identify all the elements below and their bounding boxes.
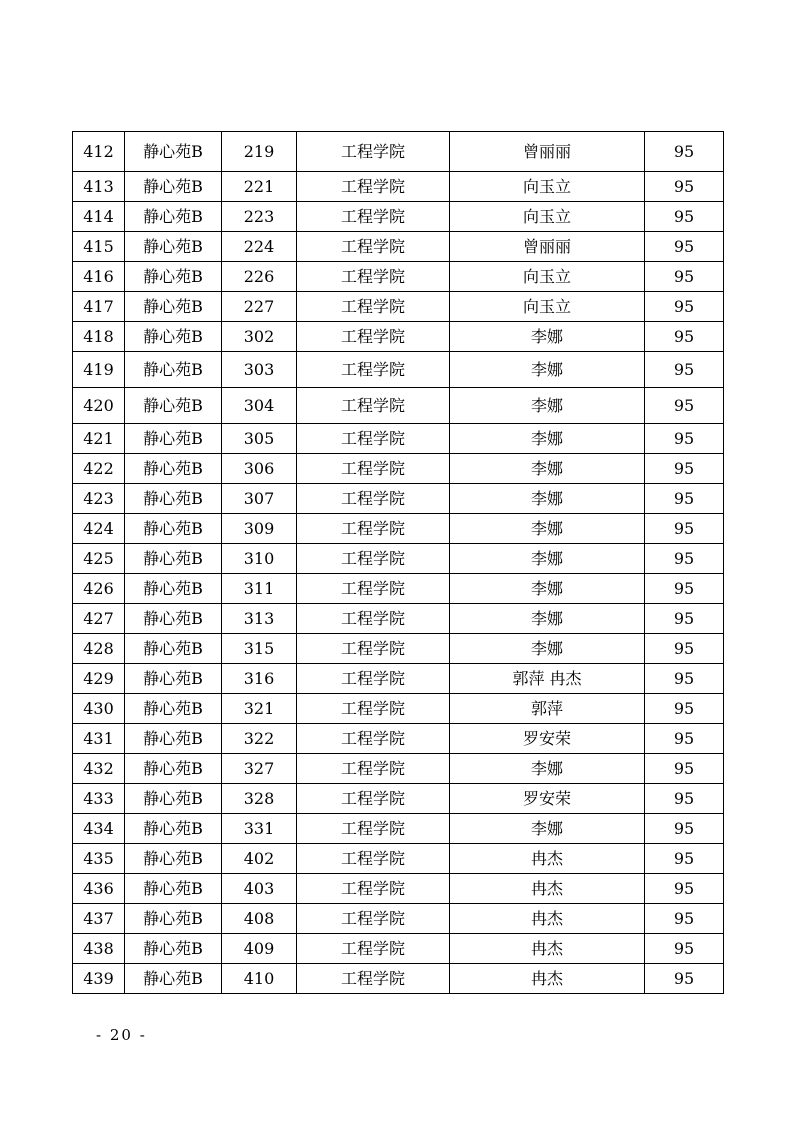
cell-building: 静心苑B <box>125 232 222 262</box>
cell-building: 静心苑B <box>125 664 222 694</box>
cell-college: 工程学院 <box>297 874 450 904</box>
cell-building: 静心苑B <box>125 424 222 454</box>
cell-room: 408 <box>222 904 297 934</box>
cell-index: 438 <box>73 934 125 964</box>
cell-building: 静心苑B <box>125 814 222 844</box>
table-row <box>73 634 724 664</box>
cell-name: 李娜 <box>450 388 645 424</box>
cell-building: 静心苑B <box>125 634 222 664</box>
cell-building: 静心苑B <box>125 484 222 514</box>
cell-index: 422 <box>73 454 125 484</box>
cell-building: 静心苑B <box>125 874 222 904</box>
cell-index: 419 <box>73 352 125 388</box>
cell-room: 303 <box>222 352 297 388</box>
cell-index: 432 <box>73 754 125 784</box>
cell-index: 421 <box>73 424 125 454</box>
cell-index: 416 <box>73 262 125 292</box>
cell-college: 工程学院 <box>297 262 450 292</box>
cell-college: 工程学院 <box>297 132 450 172</box>
cell-building: 静心苑B <box>125 544 222 574</box>
cell-college: 工程学院 <box>297 424 450 454</box>
cell-room: 219 <box>222 132 297 172</box>
cell-college: 工程学院 <box>297 292 450 322</box>
cell-building: 静心苑B <box>125 964 222 994</box>
cell-college: 工程学院 <box>297 934 450 964</box>
cell-index: 433 <box>73 784 125 814</box>
cell-name: 李娜 <box>450 634 645 664</box>
cell-index: 429 <box>73 664 125 694</box>
cell-index: 412 <box>73 132 125 172</box>
cell-building: 静心苑B <box>125 454 222 484</box>
cell-room: 331 <box>222 814 297 844</box>
cell-name: 向玉立 <box>450 292 645 322</box>
cell-building: 静心苑B <box>125 784 222 814</box>
cell-college: 工程学院 <box>297 784 450 814</box>
cell-index: 417 <box>73 292 125 322</box>
cell-index: 435 <box>73 844 125 874</box>
cell-building: 静心苑B <box>125 724 222 754</box>
cell-room: 410 <box>222 964 297 994</box>
cell-college: 工程学院 <box>297 964 450 994</box>
cell-name: 曾丽丽 <box>450 232 645 262</box>
cell-college: 工程学院 <box>297 634 450 664</box>
cell-score: 95 <box>645 814 724 844</box>
cell-index: 423 <box>73 484 125 514</box>
cell-building: 静心苑B <box>125 904 222 934</box>
cell-index: 436 <box>73 874 125 904</box>
cell-index: 420 <box>73 388 125 424</box>
cell-college: 工程学院 <box>297 172 450 202</box>
table-row <box>73 724 724 754</box>
cell-room: 402 <box>222 844 297 874</box>
cell-name: 曾丽丽 <box>450 132 645 172</box>
cell-score: 95 <box>645 388 724 424</box>
cell-room: 328 <box>222 784 297 814</box>
cell-score: 95 <box>645 424 724 454</box>
cell-name: 向玉立 <box>450 172 645 202</box>
cell-index: 437 <box>73 904 125 934</box>
table-row <box>73 754 724 784</box>
table-row <box>73 132 724 172</box>
cell-room: 311 <box>222 574 297 604</box>
cell-room: 227 <box>222 292 297 322</box>
table-row <box>73 172 724 202</box>
cell-room: 221 <box>222 172 297 202</box>
table-row <box>73 604 724 634</box>
cell-room: 307 <box>222 484 297 514</box>
cell-building: 静心苑B <box>125 388 222 424</box>
cell-room: 315 <box>222 634 297 664</box>
cell-index: 430 <box>73 694 125 724</box>
cell-index: 434 <box>73 814 125 844</box>
cell-room: 306 <box>222 454 297 484</box>
cell-building: 静心苑B <box>125 514 222 544</box>
cell-name: 罗安荣 <box>450 724 645 754</box>
cell-score: 95 <box>645 664 724 694</box>
table-row <box>73 322 724 352</box>
cell-index: 431 <box>73 724 125 754</box>
cell-score: 95 <box>645 724 724 754</box>
cell-building: 静心苑B <box>125 352 222 388</box>
cell-name: 冉杰 <box>450 874 645 904</box>
table-row <box>73 664 724 694</box>
cell-college: 工程学院 <box>297 232 450 262</box>
cell-name: 向玉立 <box>450 202 645 232</box>
table-row <box>73 262 724 292</box>
table-row <box>73 484 724 514</box>
cell-building: 静心苑B <box>125 202 222 232</box>
data-table <box>72 131 724 994</box>
cell-score: 95 <box>645 634 724 664</box>
cell-college: 工程学院 <box>297 352 450 388</box>
table-row <box>73 544 724 574</box>
cell-name: 李娜 <box>450 574 645 604</box>
cell-room: 305 <box>222 424 297 454</box>
cell-room: 321 <box>222 694 297 724</box>
cell-college: 工程学院 <box>297 514 450 544</box>
cell-room: 223 <box>222 202 297 232</box>
cell-college: 工程学院 <box>297 904 450 934</box>
cell-room: 304 <box>222 388 297 424</box>
cell-name: 李娜 <box>450 424 645 454</box>
cell-index: 414 <box>73 202 125 232</box>
cell-college: 工程学院 <box>297 724 450 754</box>
cell-score: 95 <box>645 352 724 388</box>
cell-score: 95 <box>645 544 724 574</box>
cell-college: 工程学院 <box>297 574 450 604</box>
cell-score: 95 <box>645 694 724 724</box>
cell-index: 418 <box>73 322 125 352</box>
cell-name: 李娜 <box>450 322 645 352</box>
cell-name: 冉杰 <box>450 964 645 994</box>
cell-score: 95 <box>645 292 724 322</box>
table-row <box>73 934 724 964</box>
cell-index: 428 <box>73 634 125 664</box>
cell-college: 工程学院 <box>297 694 450 724</box>
table-row <box>73 814 724 844</box>
table-row <box>73 454 724 484</box>
cell-score: 95 <box>645 604 724 634</box>
cell-name: 冉杰 <box>450 844 645 874</box>
cell-name: 向玉立 <box>450 262 645 292</box>
cell-score: 95 <box>645 934 724 964</box>
cell-name: 郭萍 <box>450 694 645 724</box>
cell-room: 327 <box>222 754 297 784</box>
cell-score: 95 <box>645 904 724 934</box>
table-row <box>73 232 724 262</box>
cell-room: 409 <box>222 934 297 964</box>
cell-room: 309 <box>222 514 297 544</box>
cell-score: 95 <box>645 454 724 484</box>
cell-score: 95 <box>645 132 724 172</box>
cell-index: 424 <box>73 514 125 544</box>
table-row <box>73 574 724 604</box>
cell-name: 李娜 <box>450 454 645 484</box>
cell-room: 313 <box>222 604 297 634</box>
table-row <box>73 844 724 874</box>
cell-building: 静心苑B <box>125 322 222 352</box>
cell-building: 静心苑B <box>125 292 222 322</box>
cell-score: 95 <box>645 574 724 604</box>
table-row <box>73 424 724 454</box>
table-row <box>73 904 724 934</box>
cell-building: 静心苑B <box>125 934 222 964</box>
cell-index: 426 <box>73 574 125 604</box>
cell-index: 427 <box>73 604 125 634</box>
cell-college: 工程学院 <box>297 322 450 352</box>
table-row <box>73 514 724 544</box>
table-row <box>73 694 724 724</box>
cell-building: 静心苑B <box>125 172 222 202</box>
cell-college: 工程学院 <box>297 844 450 874</box>
cell-index: 413 <box>73 172 125 202</box>
cell-score: 95 <box>645 514 724 544</box>
cell-building: 静心苑B <box>125 694 222 724</box>
cell-name: 李娜 <box>450 814 645 844</box>
cell-score: 95 <box>645 844 724 874</box>
cell-score: 95 <box>645 754 724 784</box>
cell-name: 李娜 <box>450 352 645 388</box>
cell-room: 322 <box>222 724 297 754</box>
cell-score: 95 <box>645 262 724 292</box>
cell-room: 403 <box>222 874 297 904</box>
cell-score: 95 <box>645 484 724 514</box>
cell-college: 工程学院 <box>297 814 450 844</box>
cell-index: 439 <box>73 964 125 994</box>
cell-building: 静心苑B <box>125 132 222 172</box>
table-row <box>73 292 724 322</box>
cell-name: 李娜 <box>450 604 645 634</box>
cell-score: 95 <box>645 784 724 814</box>
cell-college: 工程学院 <box>297 664 450 694</box>
cell-index: 425 <box>73 544 125 574</box>
cell-name: 郭萍 冉杰 <box>450 664 645 694</box>
cell-score: 95 <box>645 874 724 904</box>
table-body <box>73 132 724 994</box>
cell-room: 310 <box>222 544 297 574</box>
cell-name: 冉杰 <box>450 934 645 964</box>
cell-building: 静心苑B <box>125 754 222 784</box>
cell-score: 95 <box>645 172 724 202</box>
table-row <box>73 352 724 388</box>
cell-building: 静心苑B <box>125 574 222 604</box>
cell-room: 224 <box>222 232 297 262</box>
cell-score: 95 <box>645 202 724 232</box>
page-number: - 20 - <box>96 1026 147 1044</box>
cell-name: 李娜 <box>450 544 645 574</box>
cell-college: 工程学院 <box>297 544 450 574</box>
cell-room: 302 <box>222 322 297 352</box>
cell-building: 静心苑B <box>125 262 222 292</box>
table-row <box>73 202 724 232</box>
cell-score: 95 <box>645 964 724 994</box>
cell-score: 95 <box>645 232 724 262</box>
cell-score: 95 <box>645 322 724 352</box>
table-row <box>73 784 724 814</box>
cell-college: 工程学院 <box>297 388 450 424</box>
cell-building: 静心苑B <box>125 604 222 634</box>
cell-index: 415 <box>73 232 125 262</box>
cell-name: 李娜 <box>450 484 645 514</box>
table-row <box>73 874 724 904</box>
cell-name: 李娜 <box>450 754 645 784</box>
cell-room: 316 <box>222 664 297 694</box>
cell-college: 工程学院 <box>297 604 450 634</box>
cell-name: 李娜 <box>450 514 645 544</box>
table-row <box>73 964 724 994</box>
cell-college: 工程学院 <box>297 484 450 514</box>
cell-name: 罗安荣 <box>450 784 645 814</box>
cell-college: 工程学院 <box>297 454 450 484</box>
cell-college: 工程学院 <box>297 754 450 784</box>
cell-room: 226 <box>222 262 297 292</box>
table-row <box>73 388 724 424</box>
cell-college: 工程学院 <box>297 202 450 232</box>
cell-name: 冉杰 <box>450 904 645 934</box>
cell-building: 静心苑B <box>125 844 222 874</box>
